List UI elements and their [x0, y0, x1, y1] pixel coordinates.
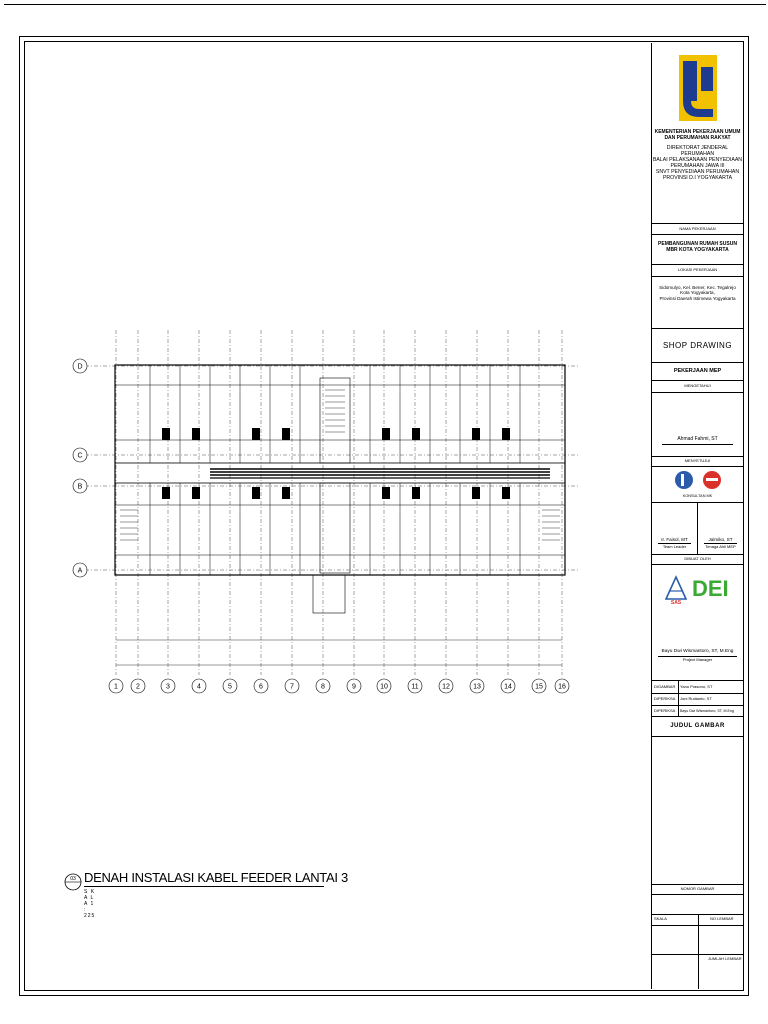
contractor-logo-text: DEI	[691, 576, 729, 601]
grid-row-label: D	[77, 363, 83, 371]
consultant-row	[652, 467, 743, 503]
drawing-scale: S K A L A 1 : 225	[84, 889, 96, 919]
directorate-line: BALAI PELAKSANAAN PENYEDIAAN	[652, 157, 743, 164]
official-row	[652, 393, 743, 457]
official-signature-line	[662, 444, 733, 445]
scale-sheet-divider	[698, 915, 699, 954]
signoff-divider	[678, 681, 679, 716]
drawing-title: DENAH INSTALASI KABEL FEEDER LANTAI 3	[84, 870, 348, 885]
signoff-table	[652, 681, 743, 717]
scale-sheet-rule	[652, 925, 743, 926]
signoff-rule	[652, 705, 743, 706]
directorate-line: DIREKTORAT JENDERAL PERUMAHAN	[666, 145, 729, 158]
sheet-count-divider	[698, 955, 699, 989]
drawing-number-label-row	[652, 885, 743, 895]
pupr-logo	[677, 53, 719, 123]
consultant-logos	[668, 469, 728, 491]
location-line: Sidomulyo, Kel. Bener, Kec. Tegalrejo	[659, 285, 736, 290]
sheet-count-label: JUMLAH LEMBAR	[708, 956, 742, 961]
team-leader-name: Ir. Faisol, MT	[661, 537, 688, 542]
work-type: PEKERJAAN MEP	[673, 368, 722, 374]
location-label: LOKASI PEKERJAAN	[677, 267, 718, 272]
contractor-logo	[662, 571, 734, 605]
drawing-title-box	[652, 737, 743, 885]
job-name: PEMBANGUNAN RUMAH SUSUN MBR KOTA YOGYAKARTA	[658, 241, 737, 253]
ministry-section	[652, 43, 743, 223]
mep-name: Jalmiko, ST	[708, 537, 733, 542]
grid-column-label: 4	[197, 683, 201, 691]
grid-column-label: 7	[290, 683, 294, 691]
job-name-label: NAMA PEKERJAAN	[679, 226, 716, 231]
signoff-rule	[652, 693, 743, 694]
grid-column-label: 2	[136, 683, 140, 691]
directorate-block	[652, 146, 743, 182]
location-line: Kota Yogyakarta,	[680, 290, 715, 296]
sheet-no-label: NO LEMBAR	[710, 916, 734, 921]
drawing-number-label: NOMOR GAMBAR	[680, 886, 715, 891]
signoff-name: Bayu Dwi Wismantoro, ST, M.Eng	[680, 709, 734, 713]
grid-column-label: 6	[259, 683, 263, 691]
grid-column-label: 1	[114, 683, 118, 691]
grid-column-label: 15	[535, 683, 543, 691]
knowing-label-row	[652, 381, 743, 393]
consultant-signers-row	[652, 503, 743, 555]
signoff-name: Joni Rudianto, ST	[680, 696, 712, 701]
made-by-label-row	[652, 555, 743, 565]
grid-column-label: 5	[228, 683, 232, 691]
scale-sheet-row	[652, 915, 743, 955]
mep-role: Tenaga Ahli MEP	[705, 544, 736, 549]
consultant-label: KONSULTAN MK	[682, 493, 713, 498]
grid-column-label: 13	[473, 683, 481, 691]
pm-role: Project Manager	[682, 657, 713, 662]
grid-row-label: C	[77, 452, 83, 460]
drawing-number-box	[652, 895, 743, 915]
grid-column-label: 10	[380, 683, 388, 691]
pm-name: Bayu Dwi Wismantoro, ST, M.Eng	[661, 649, 734, 654]
job-name-row	[652, 235, 743, 265]
signoff-name: Yanu Prasono, ST	[680, 684, 713, 689]
drawing-title-label-row	[652, 717, 743, 737]
contractor-row	[652, 565, 743, 681]
svg-text:SAS: SAS	[670, 600, 681, 605]
made-by-label: DIBUAT OLEH	[684, 556, 711, 561]
signoff-role: DIPERIKSA	[654, 696, 676, 701]
knowing-label: MENGETAHUI	[684, 383, 711, 388]
grid-column-label: 14	[504, 683, 512, 691]
grid-column-label: 11	[411, 683, 419, 691]
job-name-label-row	[652, 223, 743, 235]
grid-column-label: 8	[321, 683, 325, 691]
grid-row-label: B	[77, 483, 83, 491]
approve-label: MENYETUJUI	[684, 458, 711, 463]
official-name: Ahmad Fahmi, ST	[677, 436, 718, 442]
grid-column-label: 12	[442, 683, 450, 691]
drawing-type-row	[652, 329, 743, 363]
team-leader-role: Team Leader	[662, 544, 687, 549]
sheet-top-rule	[4, 4, 766, 5]
approve-label-row	[652, 457, 743, 467]
location-label-row	[652, 265, 743, 277]
grid-column-label: 16	[558, 683, 566, 691]
drawing-title-label: JUDUL GAMBAR	[670, 723, 725, 729]
sheet-count-row	[652, 955, 743, 989]
title-block-panel	[651, 43, 743, 989]
directorate-line: SNVT PENYEDIAAN PERUMAHAN	[655, 169, 740, 176]
directorate-line: PROVINSI D.I YOGYAKARTA	[662, 175, 733, 182]
grid-row-label: A	[77, 567, 83, 575]
ministry-name: KEMENTERIAN PEKERJAAN UMUM DAN PERUMAHAN RAKYAT	[654, 128, 741, 141]
floor-plan	[70, 330, 590, 700]
drawing-type: SHOP DRAWING	[662, 341, 733, 350]
scale-label: SKALA	[654, 916, 667, 921]
location-line: Provinsi Daerah Istimewa Yogyakarta	[659, 295, 736, 301]
work-type-row	[652, 363, 743, 381]
drawing-reference-bubble	[64, 870, 84, 894]
title-underline	[84, 886, 324, 887]
location-row	[652, 277, 743, 329]
drawing-ref-number: 03	[70, 876, 76, 882]
directorate-line: PERUMAHAN JAWA III	[670, 163, 725, 170]
signoff-role: DIGAMBAR	[654, 684, 676, 689]
grid-column-label: 9	[352, 683, 356, 691]
signoff-role: DIPERIKSA	[654, 708, 676, 713]
grid-column-label: 3	[166, 683, 170, 691]
